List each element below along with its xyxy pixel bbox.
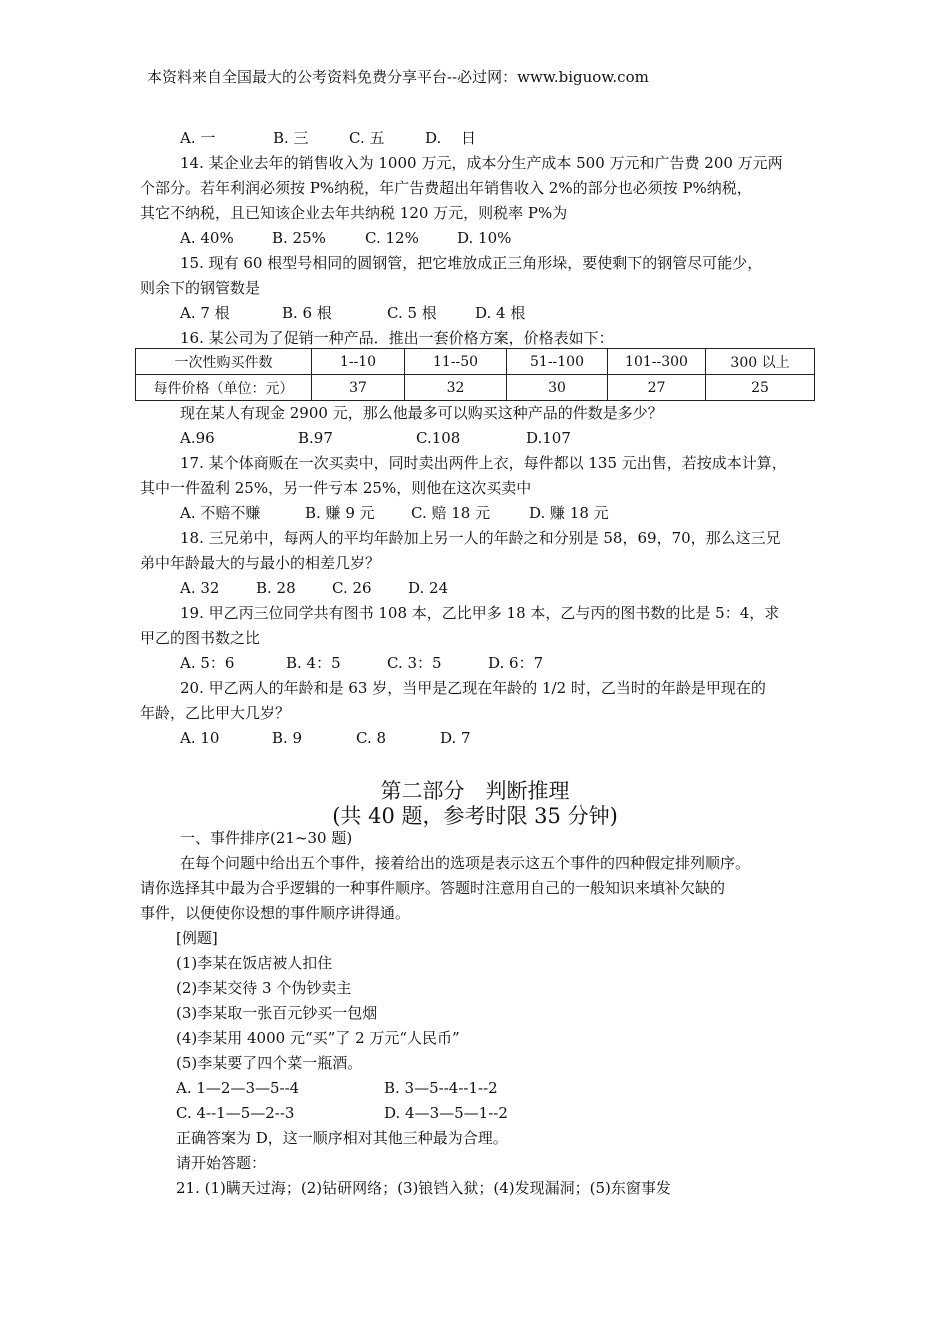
q17-line: 17. 某个体商贩在一次买卖中，同时卖出两件上衣，每件都以 135 元出售，若按成本计算， [180, 454, 787, 472]
q19-line: 19. 甲乙丙三位同学共有图书 108 本，乙比甲多 18 本，乙与丙的图书数的比是 5：4，求 [180, 604, 780, 622]
q14-line: 其它不纳税，且已知该企业去年共纳税 120 万元，则税率 P%为 [140, 204, 568, 222]
q18-line: 弟中年龄最大的与最小的相差几岁？ [140, 554, 381, 572]
part-title: 第二部分 判断推理 [380, 779, 570, 803]
q21-line: 21. (1)瞒天过海；(2)钻研网络；(3)锒铛入狱；(4)发现漏洞；(5)东窗事发 [176, 1179, 671, 1197]
q16-line: 16. 某公司为了促销一种产品．推出一套价格方案，价格表如下： [180, 329, 614, 347]
option: C. 26 [332, 579, 372, 597]
option: C. 3：5 [387, 654, 442, 672]
q18-options [180, 578, 448, 598]
option: A. 5：6 [180, 654, 235, 672]
q19-options [180, 653, 543, 673]
option: A. 不赔不赚 [180, 504, 261, 522]
option: B. 三 [273, 129, 309, 147]
q20-line: 20. 甲乙两人的年龄和是 63 岁，当甲是乙现在年龄的 1/2 时，乙当时的年龄是甲现在的 [180, 679, 766, 697]
option: B.97 [298, 429, 333, 447]
table-cell: 1--10 [312, 349, 405, 375]
section-heading: 一、事件排序(21~30 题) [180, 829, 353, 847]
q18-line: 18. 三兄弟中，每两人的平均年龄加上另一人的年龄之和分别是 58，69，70，那么这三兄 [180, 529, 781, 547]
table-cell: 每件价格（单位：元） [136, 375, 312, 401]
example-label: [例题] [176, 929, 218, 947]
q14-line: 个部分。若年利润必须按 P%纳税，年广告费超出年销售收入 2%的部分也必须按 P%纳税， [140, 179, 752, 197]
option: B. 28 [256, 579, 296, 597]
table-cell: 51--100 [507, 349, 608, 375]
option: D. 10% [457, 229, 512, 247]
option: B. 4：5 [286, 654, 341, 672]
option: B. 6 根 [282, 304, 332, 322]
option: C.108 [416, 429, 461, 447]
table-row [136, 349, 815, 375]
section-intro-line: 请你选择其中最为合乎逻辑的一种事件顺序。答题时注意用自己的一般知识来填补欠缺的 [140, 879, 726, 897]
page-header: 本资料来自全国最大的公考资料免费分享平台--必过网：www.biguow.com [147, 68, 649, 86]
option: A.96 [180, 429, 215, 447]
option: B. 3—5--4--1--2 [384, 1079, 498, 1097]
q20-options [180, 728, 471, 748]
example-item: (1)李某在饭店被人扣住 [176, 954, 333, 972]
q13-options [180, 128, 476, 148]
option: A. 40% [180, 229, 234, 247]
table-cell: 300 以上 [706, 349, 815, 375]
option: D. 6：7 [488, 654, 544, 672]
part-subtitle: (共 40 题，参考时限 35 分钟) [332, 804, 618, 828]
example-item: (2)李某交待 3 个伪钞卖主 [176, 979, 352, 997]
example-item: (3)李某取一张百元钞买一包烟 [176, 1004, 378, 1022]
option: C. 五 [349, 129, 385, 147]
option: A. 一 [180, 129, 216, 147]
option: A. 32 [180, 579, 220, 597]
q15-options [180, 303, 525, 323]
option: C. 12% [365, 229, 419, 247]
option: A. 7 根 [180, 304, 230, 322]
table-cell: 101--300 [608, 349, 706, 375]
option: B. 9 [272, 729, 303, 747]
table-cell: 25 [706, 375, 815, 401]
example-item: (4)李某用 4000 元“买”了 2 万元“人民币” [176, 1029, 460, 1047]
option: D. 日 [425, 129, 477, 147]
option: D.107 [526, 429, 571, 447]
example-options-row [176, 1078, 498, 1098]
table-cell: 30 [507, 375, 608, 401]
q16-options [180, 428, 571, 448]
start-prompt: 请开始答题： [176, 1154, 267, 1172]
q17-line: 其中一件盈利 25%，另一件亏本 25%，则他在这次买卖中 [140, 479, 532, 497]
option: D. 7 [440, 729, 471, 747]
option: B. 赚 9 元 [305, 504, 375, 522]
table-cell: 37 [312, 375, 405, 401]
option: D. 4—3—5—1--2 [384, 1104, 508, 1122]
table-row [136, 375, 815, 401]
q19-line: 甲乙的图书数之比 [140, 629, 261, 647]
example-answer: 正确答案为 D，这一顺序相对其他三种最为合理。 [176, 1129, 508, 1147]
option: C. 4--1—5—2--3 [176, 1104, 295, 1122]
option: B. 25% [272, 229, 326, 247]
table-cell: 32 [405, 375, 507, 401]
option: D. 赚 18 元 [529, 504, 609, 522]
q15-line: 则余下的钢管数是 [140, 279, 261, 297]
option: D. 24 [408, 579, 449, 597]
example-item: (5)李某要了四个菜一瓶酒。 [176, 1054, 363, 1072]
option: A. 1—2—3—5--4 [176, 1079, 300, 1097]
option: D. 4 根 [475, 304, 526, 322]
table-cell: 一次性购买件数 [136, 349, 312, 375]
q20-line: 年龄，乙比甲大几岁？ [140, 704, 291, 722]
q17-options [180, 503, 609, 523]
q15-line: 15. 现有 60 根型号相同的圆钢管，把它堆放成正三角形垛，要使剩下的钢管尽可能少， [180, 254, 763, 272]
q14-options [180, 228, 511, 248]
section-intro-line: 在每个问题中给出五个事件，接着给出的选项是表示这五个事件的四种假定排列顺序。 [180, 854, 751, 872]
table-cell: 11--50 [405, 349, 507, 375]
price-table [135, 348, 815, 401]
option: C. 5 根 [387, 304, 437, 322]
example-options-row [176, 1103, 508, 1123]
option: C. 赔 18 元 [411, 504, 491, 522]
section-intro-line: 事件，以便使你设想的事件顺序讲得通。 [140, 904, 411, 922]
option: A. 10 [180, 729, 220, 747]
option: C. 8 [356, 729, 387, 747]
table-cell: 27 [608, 375, 706, 401]
q14-line: 14. 某企业去年的销售收入为 1000 万元，成本分生产成本 500 万元和广告费 200 万元两 [180, 154, 783, 172]
q16-followup: 现在某人有现金 2900 元，那么他最多可以购买这种产品的件数是多少？ [180, 404, 663, 422]
